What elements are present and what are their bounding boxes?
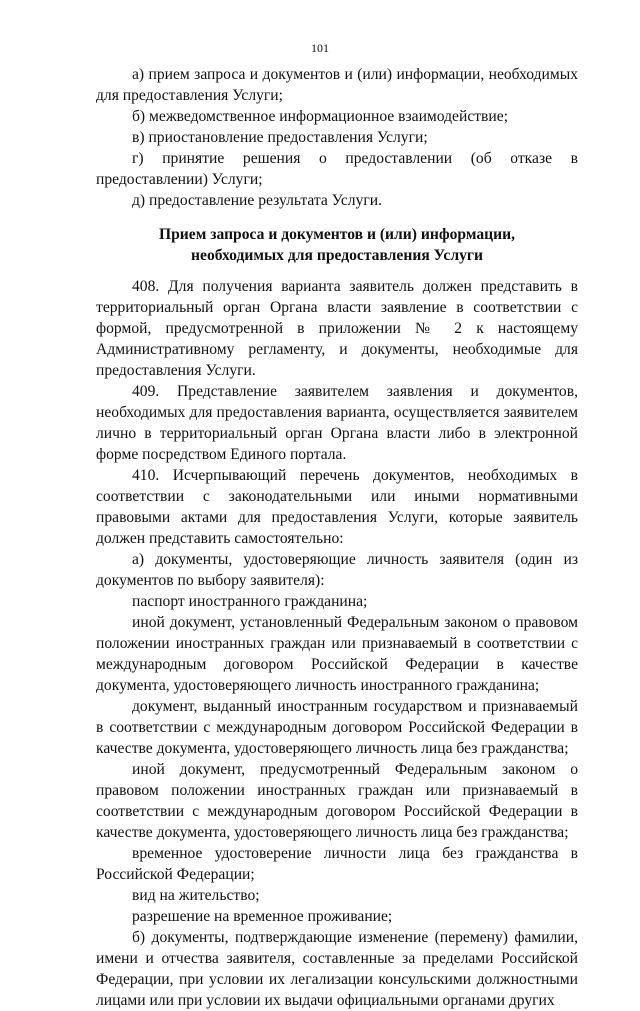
doc-other-stateless: иной документ, предусмотренный Федеральным законом о правовом положении иностранных граждан или признаваемый в соответствии с международным договором Российской Федерации в качестве документа, удостоверяющего личность лица без гражданства; (96, 761, 578, 841)
doc-temporary-residence: разрешение на временное проживание; (132, 908, 393, 925)
doc-other-foreign: иной документ, установленный Федеральным законом о правовом положении иностранных граждан или признаваемый в соответствии с международным договором Российской Федерации в качестве документа, удостоверяющего личность иностранного гражданина; (96, 614, 578, 694)
doc-foreign-state: документ, выданный иностранным государством и признаваемый в соответствии с международным договором Российской Федерации в качестве документа, удостоверяющего личность лица без гражданства; (96, 698, 578, 757)
list-item-v: в) приостановление предоставления Услуги; (132, 129, 428, 146)
section-heading-line-1: Прием запроса и документов и (или) информации, (158, 226, 516, 243)
section-heading-line-2: необходимых для предоставления Услуги (191, 247, 483, 264)
doc-temporary-id: временное удостоверение личности лица без гражданства в Российской Федерации; (96, 845, 578, 883)
document-body (96, 64, 578, 1011)
list-item-a: а) прием запроса и документов и (или) информации, необходимых для предоставления Услуги; (96, 66, 578, 104)
list-item-b: б) межведомственное информационное взаимодействие; (132, 108, 509, 125)
page-number: 101 (311, 41, 329, 55)
list-item-g: г) принятие решения о предоставлении (об отказе в предоставлении) Услуги; (96, 150, 578, 188)
paragraph-410-a: а) документы, удостоверяющие личность заявителя (один из документов по выбору заявителя): (96, 551, 578, 589)
doc-passport: паспорт иностранного гражданина; (132, 593, 368, 610)
paragraph-408: 408. Для получения варианта заявитель должен представить в территориальный орган Органа власти заявление в соответствии с формой, предусмотренной в приложении № 2 к настоящему Административному регламенту, и документы, необходимые для предоставления Услуги. (96, 278, 578, 379)
list-item-d: д) предоставление результата Услуги. (132, 192, 383, 209)
paragraph-410-b: б) документы, подтверждающие изменение (перемену) фамилии, имени и отчества заявителя, составленные за пределами Российской Федерации, при условии их легализации консульскими должностными лицами или при условии их выдачи официальными органами других (96, 929, 578, 1009)
paragraph-410: 410. Исчерпывающий перечень документов, необходимых в соответствии с законодательными или иными нормативными правовыми актами для предоставления Услуги, которые заявитель должен представить самостоятельно: (96, 467, 578, 547)
paragraph-409: 409. Представление заявителем заявления и документов, необходимых для предоставления варианта, осуществляется заявителем лично в территориальный орган Органа власти либо в электронной форме посредством Единого портала. (96, 383, 578, 463)
doc-residence-permit: вид на жительство; (132, 887, 260, 904)
section-heading (96, 224, 578, 266)
